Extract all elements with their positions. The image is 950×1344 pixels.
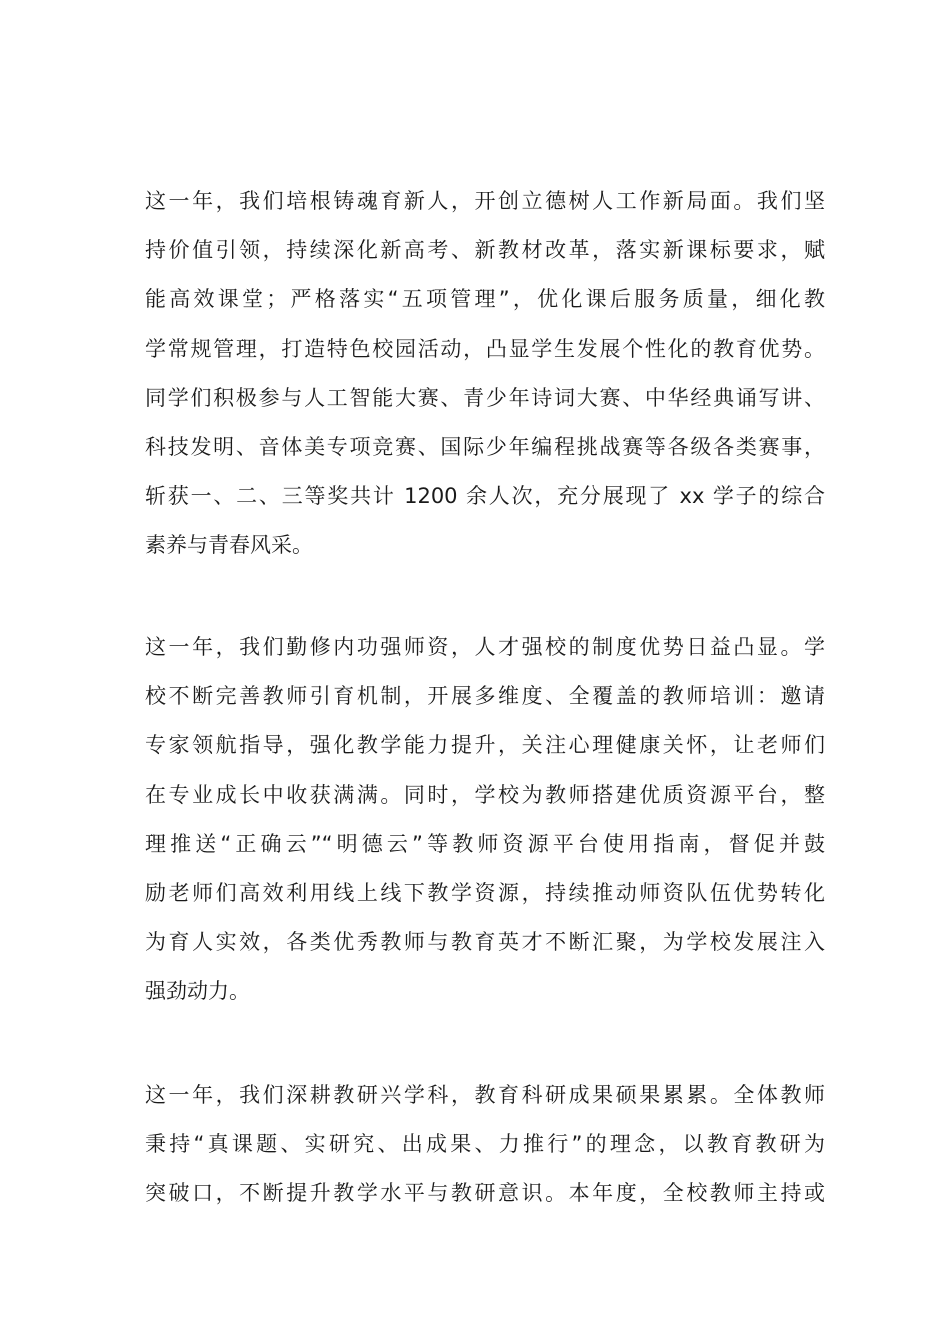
text-line: 在专业成长中收获满满。同时，学校为教师搭建优质资源平台，整: [145, 782, 825, 807]
text-line: 专家领航指导，强化教学能力提升，关注心理健康关怀，让老师们: [145, 733, 825, 758]
text-line: 这一年，我们深耕教研兴学科，教育科研成果硕果累累。全体教师: [145, 1083, 825, 1107]
text-line: 突破口，不断提升教学水平与教研意识。本年度，全校教师主持或: [145, 1181, 825, 1206]
text-line: 理推送“正确云”“明德云”等教师资源平台使用指南，督促并鼓: [145, 831, 825, 856]
text-line: 科技发明、音体美专项竞赛、国际少年编程挑战赛等各级各类赛事，: [145, 434, 825, 459]
text-line: 为育人实效，各类优秀教师与教育英才不断汇聚，为学校发展注入: [145, 930, 825, 955]
text-line: 斩获一、二、三等奖共计 1200 余人次，充分展现了 xx 学子的综合: [145, 484, 825, 509]
text-line: 校不断完善教师引育机制，开展多维度、全覆盖的教师培训：邀请: [145, 684, 825, 709]
text-line: 秉持“真课题、实研究、出成果、力推行”的理念，以教育教研为: [145, 1132, 825, 1157]
text-line: 素养与青春风采。: [145, 533, 313, 558]
text-line: 励老师们高效利用线上线下教学资源，持续推动师资队伍优势转化: [145, 880, 825, 905]
text-line: 持价值引领，持续深化新高考、新教材改革，落实新课标要求，赋: [145, 238, 825, 263]
text-line: 这一年，我们勤修内功强师资，人才强校的制度优势日益凸显。学: [145, 635, 825, 659]
text-line: 学常规管理，打造特色校园活动，凸显学生发展个性化的教育优势。: [145, 336, 825, 361]
text-line: 强劲动力。: [145, 979, 250, 1004]
paragraph-teaching-research: [145, 1071, 825, 1219]
text-line: 能高效课堂；严格落实“五项管理”，优化课后服务质量，细化教: [145, 287, 825, 312]
paragraph-moral-education: [145, 177, 825, 571]
text-line: 这一年，我们培根铸魂育新人，开创立德树人工作新局面。我们坚: [145, 189, 825, 213]
text-line: 同学们积极参与人工智能大赛、青少年诗词大赛、中华经典诵写讲、: [145, 385, 825, 410]
paragraph-teacher-development: [145, 623, 825, 1017]
